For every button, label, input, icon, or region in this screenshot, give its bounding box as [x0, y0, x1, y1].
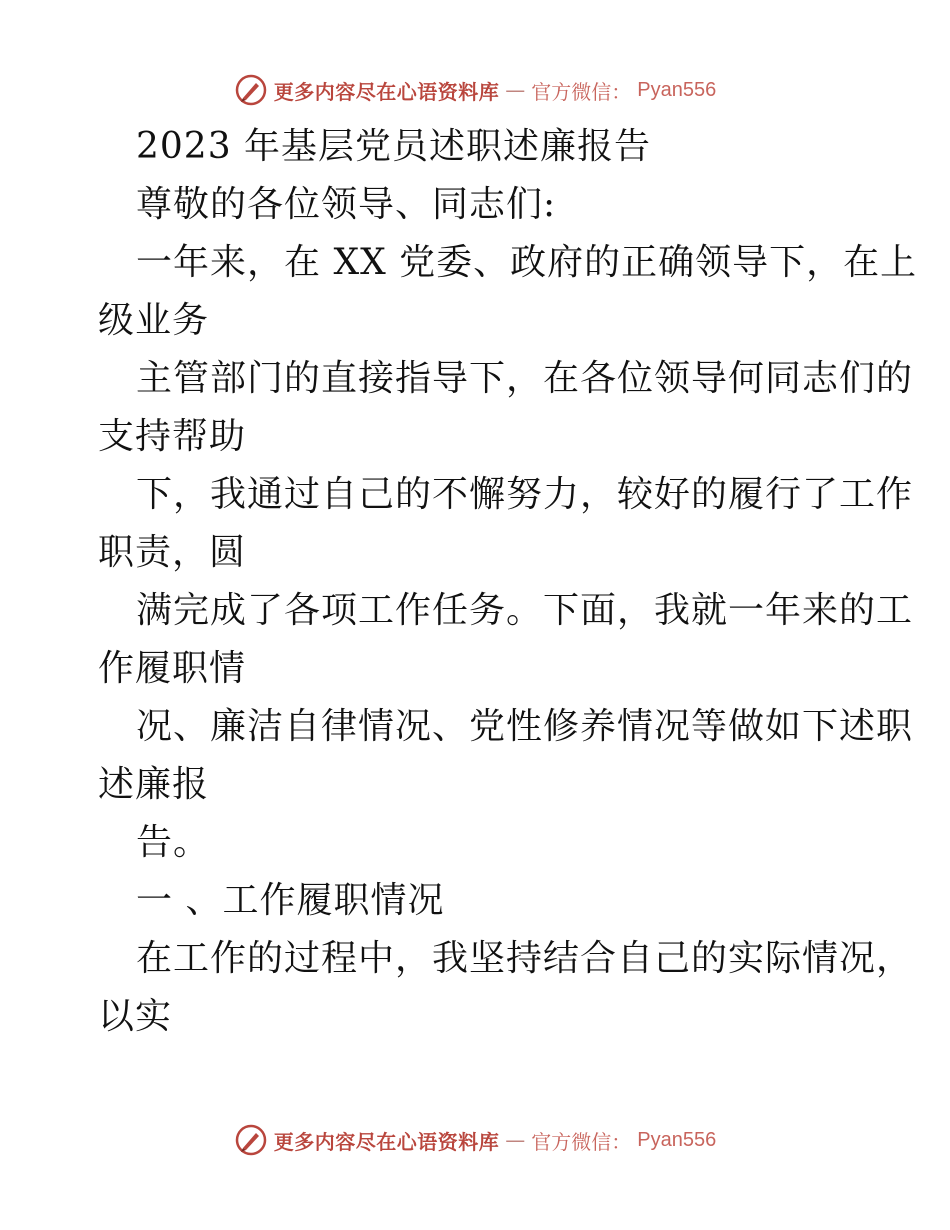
paragraph-line: 职责，圆	[98, 532, 247, 573]
paragraph-line: 以实	[98, 996, 173, 1037]
paragraph-line: 况、廉洁自律情况、党性修养情况等做如下述职	[136, 706, 914, 747]
pen-logo-icon	[234, 73, 268, 107]
document-body	[98, 118, 918, 1046]
paragraph-line: 主管部门的直接指导下，在各位领导何同志们的	[136, 358, 914, 399]
paragraph-line: 一年来，在 XX 党委、政府的正确领导下，在上	[136, 242, 918, 283]
paragraph-line: 述廉报	[98, 764, 210, 805]
paragraph-line: 下，我通过自己的不懈努力，较好的履行了工作	[136, 474, 914, 515]
banner-contact-id: Pyan556	[637, 78, 717, 101]
banner-site-text: 更多内容尽在心语资料库	[273, 1129, 500, 1154]
header-banner	[0, 70, 950, 110]
banner-contact-label: 官方微信：	[531, 79, 632, 104]
banner-contact-id: Pyan556	[637, 1128, 717, 1151]
paragraph-line: 满完成了各项工作任务。下面，我就一年来的工	[136, 590, 914, 631]
banner-dash: —	[505, 1128, 526, 1152]
paragraph-line: 级业务	[98, 300, 210, 341]
footer-banner	[0, 1120, 950, 1160]
section-heading: 一 、工作履职情况	[136, 880, 445, 921]
document-title: 2023 年基层党员述职述廉报告	[136, 126, 652, 167]
paragraph-line: 作履职情	[98, 648, 247, 689]
pen-logo-icon	[234, 1123, 268, 1157]
paragraph-line: 支持帮助	[98, 416, 247, 457]
banner-site-text: 更多内容尽在心语资料库	[273, 79, 500, 104]
salutation: 尊敬的各位领导、同志们:	[136, 184, 557, 225]
banner-contact-label: 官方微信：	[531, 1129, 632, 1154]
banner-dash: —	[505, 78, 526, 102]
paragraph-line: 告。	[136, 822, 211, 863]
paragraph-line: 在工作的过程中，我坚持结合自己的实际情况，	[136, 938, 914, 979]
